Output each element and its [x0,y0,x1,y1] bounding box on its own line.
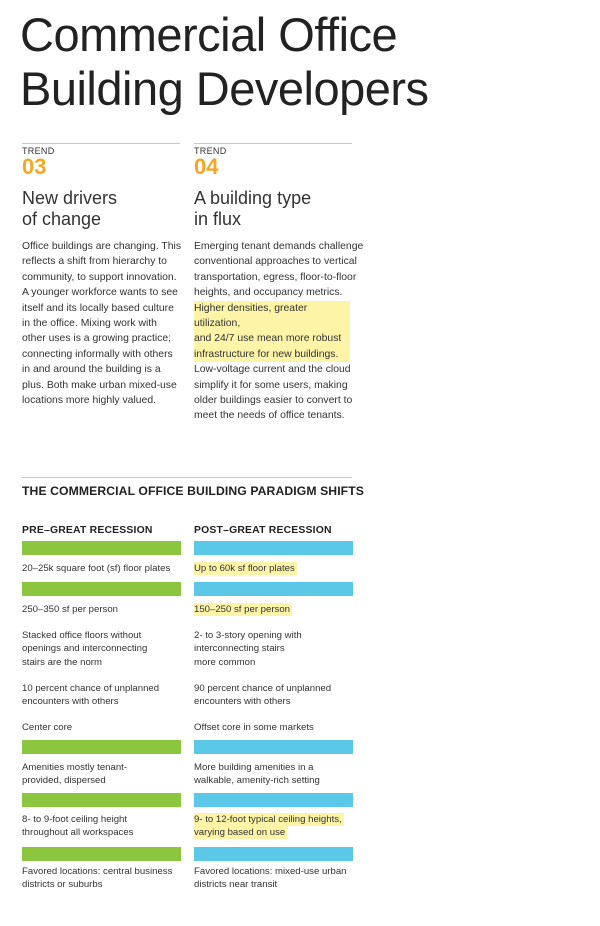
trend-04-body-line: heights, and occupancy metrics. [194,287,343,299]
post-row-text-line: 9- to 12-foot typical ceiling heights, [194,814,342,825]
paradigm-title: THE COMMERCIAL OFFICE BUILDING PARADIGM SHIFTS [22,484,365,498]
pre-row-text [22,603,182,616]
pre-row-text [22,721,182,734]
pre-row-text [22,682,182,709]
pre-row-bar [22,582,181,596]
trend-03-body-line: itself and its locally based culture [22,302,174,314]
pre-row-text-line: provided, dispersed [22,775,106,787]
pre-row-text-line: 8- to 9-foot ceiling height [22,814,128,825]
pre-row-text [22,865,182,892]
trend-04-body-line: conventional approaches to vertical [194,256,357,268]
trend-04-label: TREND [194,146,227,156]
pre-row-text [22,761,182,788]
post-row-bar [194,740,353,754]
pre-row-text-line: 20–25k square foot (sf) floor plates [22,563,171,574]
post-row-text [194,629,354,669]
post-row-text [194,562,354,575]
trend-04-body-line: Low-voltage current and the cloud [194,364,351,376]
pre-row-text-line: 10 percent chance of unplanned [22,683,160,694]
post-row-bar [194,847,353,861]
post-row-bar [194,582,353,596]
trend-03-number: 03 [22,154,47,179]
trend-03-heading-line-2: of change [22,209,102,229]
pre-row-text-line: Favored locations: central business [22,866,173,877]
trend-03-body-line: locations more highly valued. [22,395,156,407]
trend-04-body-line: simplify it for some users, making [194,379,348,391]
post-row-text-line: 150–250 sf per person [194,604,291,615]
trend-04-highlighted-text [194,301,350,363]
page-title-line-1: Commercial Office [20,8,398,61]
pre-row-text-line: Stacked office floors without [22,630,142,641]
pre-row-text-line: 250–350 sf per person [22,604,119,615]
trend-04-body [194,239,363,424]
trend-04-body-line: Higher densities, greater utilization, [194,302,308,330]
pre-row-bar [22,847,181,861]
post-row-text-line: 90 percent chance of unplanned [194,683,332,694]
pre-row-text [22,629,182,669]
pre-row-text-line: Center core [22,722,73,733]
page-title-line-2: Building Developers [20,62,429,115]
post-row-text [194,761,354,788]
post-row-text-line: Favored locations: mixed-use urban [194,866,347,877]
pre-row-text-line: encounters with others [22,696,119,708]
pre-row-bar [22,541,181,555]
trend-04-heading-line-2: in flux [194,209,242,229]
post-row-text-line: more common [194,656,256,668]
trend-03-label: TREND [22,146,55,156]
page-title [20,8,429,116]
trend-03-divider [22,143,180,144]
post-row-bar [194,793,353,807]
trend-04-heading [194,188,311,230]
trend-03-heading-line-1: New drivers [22,188,118,208]
trend-03-body-line: connecting informally with others [22,348,173,360]
trend-03-heading [22,188,117,230]
post-row-text [194,813,354,840]
trend-03-body-line: in and around the building is a [22,364,161,376]
trend-03-body-line: plus. Both make urban mixed-use [22,379,177,391]
post-row-text-line: districts near transit [194,879,278,891]
post-recession-heading: POST–GREAT RECESSION [194,525,332,536]
trend-04-heading-line-1: A building type [194,188,312,208]
pre-row-text [22,813,182,840]
pre-row-bar [22,793,181,807]
trend-04-body-line: transportation, egress, floor-to-floor [194,271,357,283]
trend-04-number: 04 [194,154,219,179]
trend-04-body-line: infrastructure for new buildings. [194,348,339,360]
post-row-text-line: More building amenities in a [194,762,314,773]
post-row-text [194,682,354,709]
pre-row-text-line: openings and interconnecting [22,643,148,655]
post-row-text-line: Offset core in some markets [194,722,314,733]
trend-03-body [22,239,181,408]
post-row-text [194,865,354,892]
trend-03-body-line: reflects a shift from hierarchy to [22,256,167,268]
post-row-text-line: Up to 60k sf floor plates [194,563,295,574]
paradigm-divider [22,477,352,478]
post-row-text-line: walkable, amenity-rich setting [194,775,320,787]
trend-04-divider [194,143,352,144]
trend-03-body-line: A younger workforce wants to see [22,287,178,299]
trend-04-body-line: and 24/7 use mean more robust [194,333,342,345]
pre-row-bar [22,740,181,754]
post-row-bar [194,541,353,555]
trend-03-body-line: in the office. Mixing work with [22,318,157,330]
pre-row-text [22,562,182,575]
pre-row-text-line: throughout all workspaces [22,827,134,839]
post-row-text-line: interconnecting stairs [194,643,285,655]
post-row-text [194,721,354,734]
trend-04-body-line: Emerging tenant demands challenge [194,241,364,252]
pre-row-text-line: districts or suburbs [22,879,103,891]
trend-03-body-line: Office buildings are changing. This [22,241,182,252]
post-row-text-line: 2- to 3-story opening with [194,630,302,641]
pre-row-text-line: stairs are the norm [22,656,102,668]
trend-04-body-line: older buildings easier to convert to [194,395,353,407]
trend-03-body-line: community, to support innovation. [22,271,177,283]
post-row-text-line: encounters with others [194,696,291,708]
trend-03-body-line: other uses is a growing practice; [22,333,172,345]
post-row-text [194,603,354,616]
trend-04-body-line: meet the needs of office tenants. [194,410,345,422]
pre-recession-heading: PRE–GREAT RECESSION [22,525,153,536]
pre-row-text-line: Amenities mostly tenant- [22,762,128,773]
post-row-text-line: varying based on use [194,827,286,839]
